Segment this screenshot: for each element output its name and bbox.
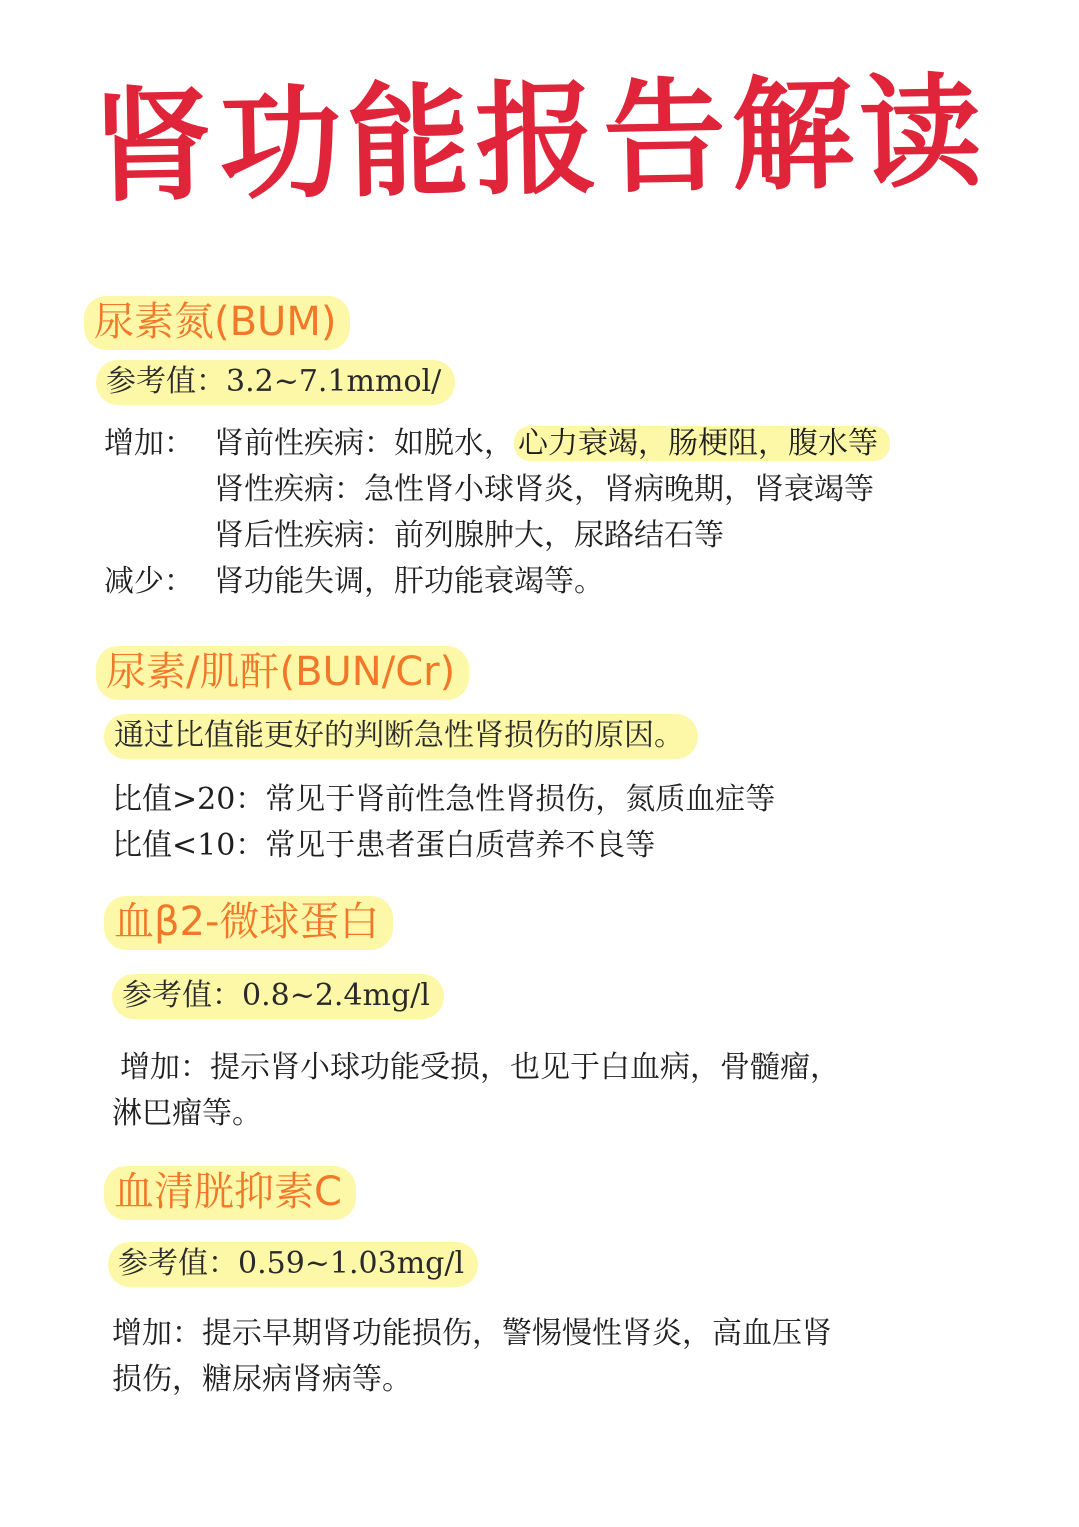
bun-increase-line-1 [104, 424, 890, 463]
cystatin-c-increase-line-1: 增加：提示早期肾功能损伤，警惕慢性肾炎，高血压肾 [112, 1316, 832, 1351]
section-heading-cystatin-c [104, 1166, 356, 1220]
bun-decrease-text: 肾功能失调，肝功能衰竭等。 [214, 564, 604, 599]
reference-value-bun [96, 360, 455, 405]
bun-prerenal-highlight: 心力衰竭，肠梗阻，腹水等 [514, 426, 890, 461]
decrease-label: 减少： [104, 564, 194, 599]
page-title: 肾功能报告解读 [90, 61, 989, 219]
bun-increase-line-3: 肾后性疾病：前列腺肿大，尿路结石等 [214, 518, 724, 553]
reference-value-b2mg [112, 974, 444, 1019]
bun-prerenal-text: 肾前性疾病：如脱水， [214, 426, 514, 461]
reference-value-cystatin-c [108, 1242, 478, 1287]
reference-value-b2mg-text: 参考值：0.8~2.4mg/l [112, 974, 444, 1019]
section-heading-bun-cr-text: 尿素/肌酐(BUN/Cr) [96, 646, 469, 700]
bun-decrease-line [104, 562, 604, 601]
bun-increase-line-2: 肾性疾病：急性肾小球肾炎，肾病晚期，肾衰竭等 [214, 472, 874, 507]
reference-value-bun-text: 参考值：3.2~7.1mmol/ [96, 360, 455, 405]
bun-cr-note [104, 714, 698, 759]
section-heading-bun-text: 尿素氮(BUM) [84, 296, 350, 350]
bun-cr-ratio-high: 比值>20：常见于肾前性急性肾损伤，氮质血症等 [112, 782, 776, 817]
section-heading-b2mg-text: 血β2-微球蛋白 [104, 896, 393, 950]
section-heading-bun [84, 296, 350, 350]
b2mg-increase-line-1: 增加：提示肾小球功能受损，也见于白血病，骨髓瘤， [120, 1050, 840, 1085]
b2mg-increase-line-2: 淋巴瘤等。 [112, 1096, 262, 1131]
cystatin-c-increase-line-2: 损伤，糖尿病肾病等。 [112, 1362, 412, 1397]
bun-cr-note-text: 通过比值能更好的判断急性肾损伤的原因。 [104, 714, 698, 759]
section-heading-bun-cr [96, 646, 469, 700]
section-heading-b2mg [104, 896, 393, 950]
reference-value-cystatin-c-text: 参考值：0.59~1.03mg/l [108, 1242, 478, 1287]
bun-cr-ratio-low: 比值<10：常见于患者蛋白质营养不良等 [112, 828, 656, 863]
increase-label: 增加： [104, 426, 194, 461]
section-heading-cystatin-c-text: 血清胱抑素C [104, 1166, 356, 1220]
